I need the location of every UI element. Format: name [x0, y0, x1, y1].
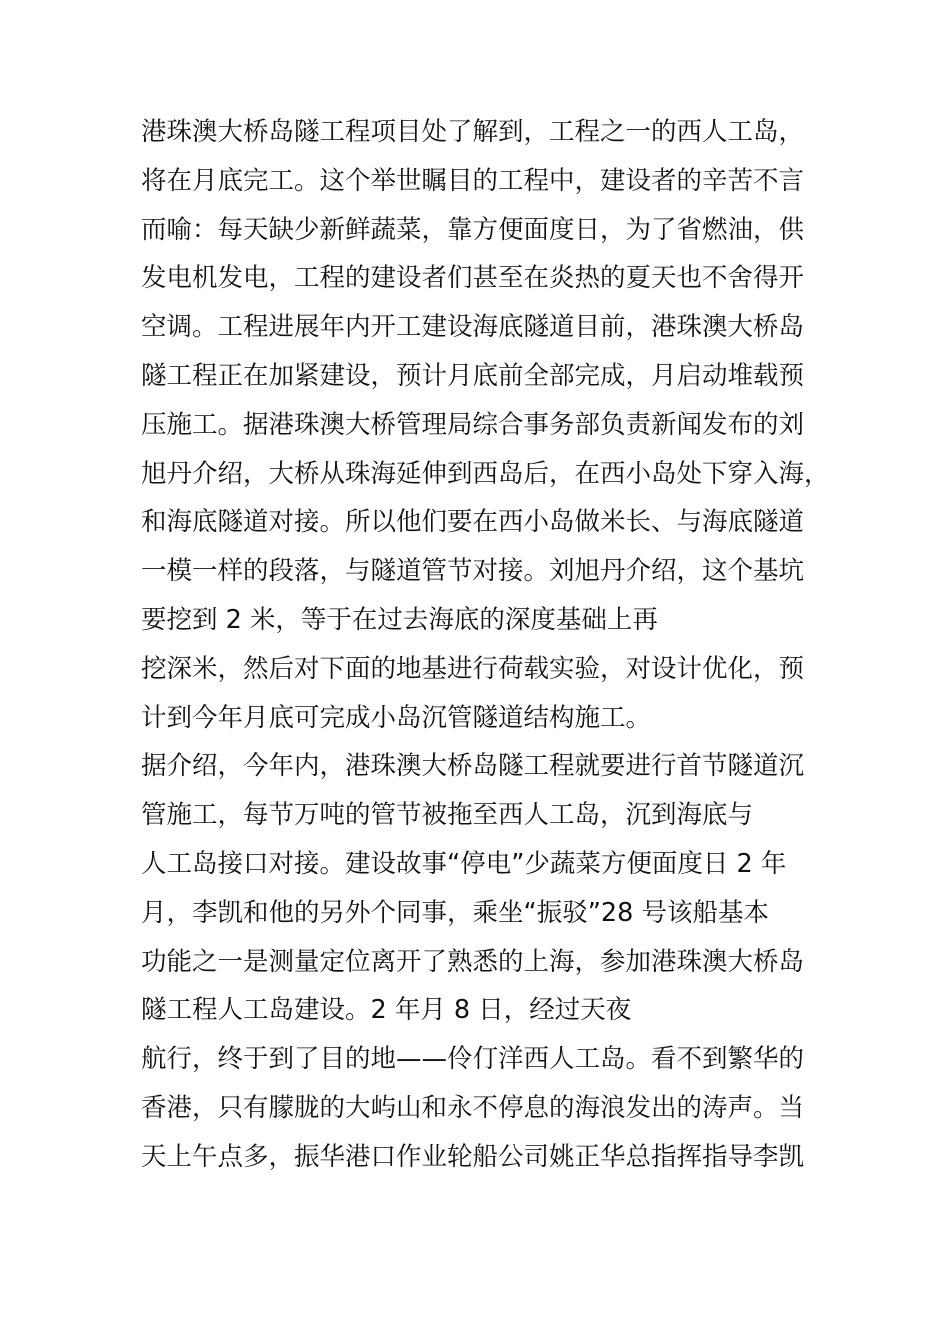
text-line: 一模一样的段落，与隧道管节对接。刘旭丹介绍，这个基坑 [141, 556, 805, 587]
text-line: 隧工程正在加紧建设，预计月底前全部完成，月启动堆载预 [141, 360, 805, 391]
article-body [141, 108, 830, 1182]
text-line: 压施工。据港珠澳大桥管理局综合事务部负责新闻发布的刘 [141, 409, 805, 440]
text-line: 计到今年月底可完成小岛沉管隧道结构施工。 [141, 702, 652, 733]
text-line: 香港，只有朦胧的大屿山和永不停息的海浪发出的涛声。当 [141, 1092, 805, 1123]
text-line: 而喻：每天缺少新鲜蔬菜，靠方便面度日，为了省燃油，供 [141, 214, 805, 245]
text-line: 要挖到 2 米，等于在过去海底的深度基础上再 [141, 604, 658, 635]
text-line: 隧工程人工岛建设。2 年月 8 日，经过天夜 [141, 995, 632, 1026]
text-line: 航行，终于到了目的地——伶仃洋西人工岛。看不到繁华的 [141, 1044, 805, 1075]
text-line: 挖深米，然后对下面的地基进行荷载实验，对设计优化，预 [141, 653, 805, 684]
text-line: 旭丹介绍，大桥从珠海延伸到西岛后，在西小岛处下穿入海， [141, 458, 830, 489]
text-line: 港珠澳大桥岛隧工程项目处了解到，工程之一的西人工岛， [141, 117, 805, 147]
text-line: 天上午点多，振华港口作业轮船公司姚正华总指挥指导李凯 [141, 1141, 805, 1172]
text-line: 空调。工程进展年内开工建设海底隧道目前，港珠澳大桥岛 [141, 312, 805, 343]
text-line: 月，李凯和他的另外个同事，乘坐“振驳”28 号该船基本 [141, 897, 769, 928]
text-line: 功能之一是测量定位离开了熟悉的上海，参加港珠澳大桥岛 [141, 946, 805, 977]
text-line: 管施工，每节万吨的管节被拖至西人工岛，沉到海底与 [141, 800, 754, 831]
text-line: 和海底隧道对接。所以他们要在西小岛做米长、与海底隧道 [141, 507, 805, 538]
text-line: 据介绍，今年内，港珠澳大桥岛隧工程就要进行首节隧道沉 [141, 751, 805, 782]
text-line: 人工岛接口对接。建设故事“停电”少蔬菜方便面度日 2 年 [141, 848, 787, 879]
text-line: 发电机发电，工程的建设者们甚至在炎热的夏天也不舍得开 [141, 263, 805, 294]
text-line: 将在月底完工。这个举世瞩目的工程中，建设者的辛苦不言 [141, 165, 805, 196]
